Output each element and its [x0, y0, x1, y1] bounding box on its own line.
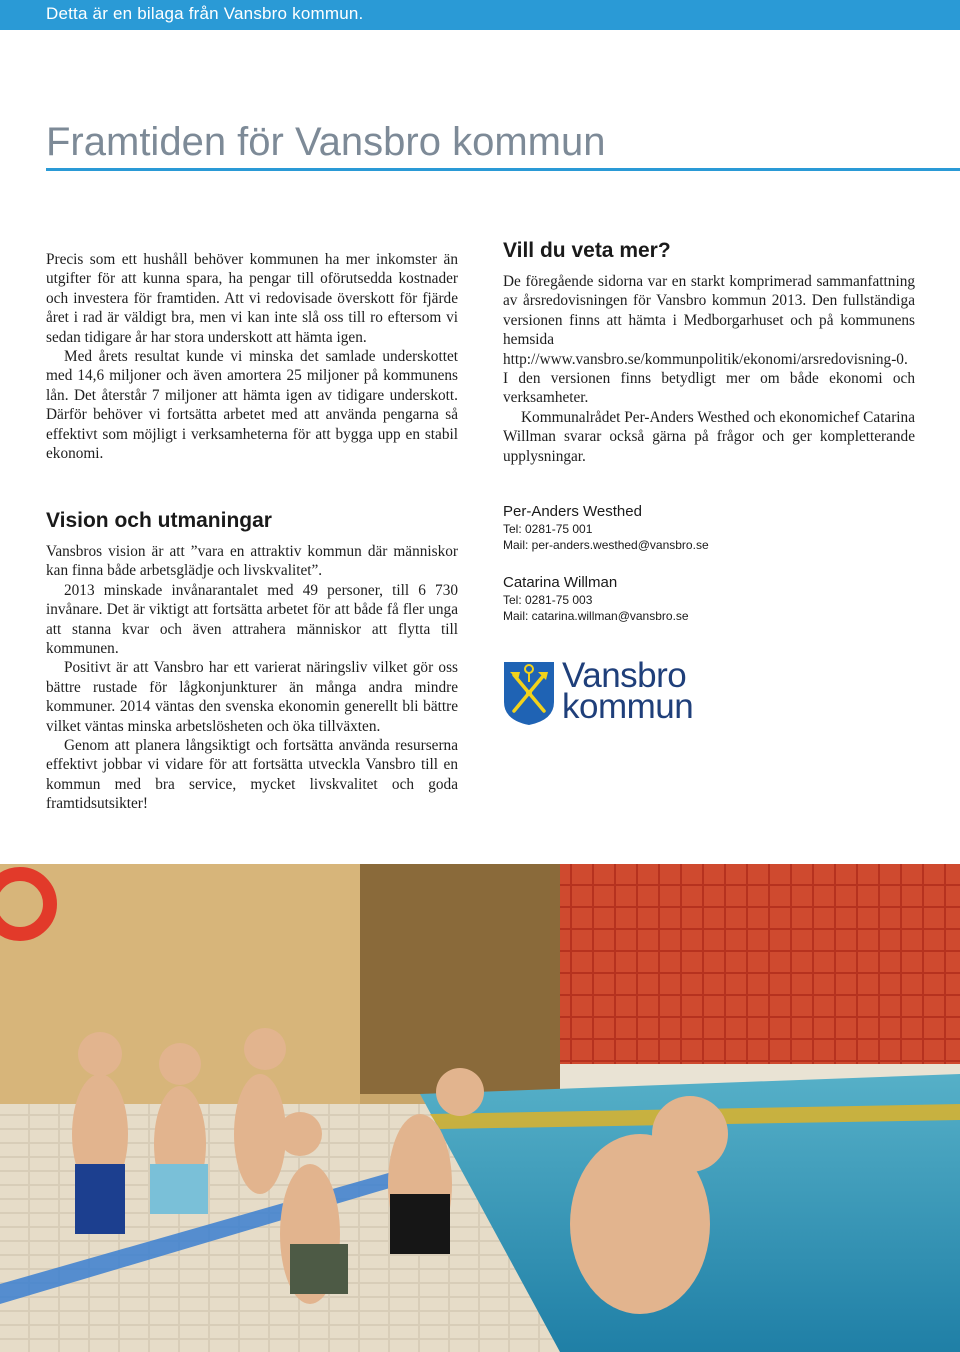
- logo-line-2: kommun: [562, 687, 694, 726]
- vision-paragraph-3: Positivt är att Vansbro har ett varierat näringsliv vilket gör oss bättre rustade för lågkonjunkturer än många andra mindre kommuner. 2014 väntas den svenska ekonomin generellt bli bättre vilket väntas minska arbetslösheten och öka tillväxten.: [46, 659, 458, 735]
- vision-paragraph-4: Genom att planera långsiktigt och fortsätta använda resurserna effektivt jobbar vi vidare för att fortsätta utveckla Vansbro till en kommun med bra service, mycket livskvalitet och goda framtidsutsikter!: [46, 737, 458, 813]
- logo-wordmark: [562, 656, 694, 726]
- contact-name: Per-Anders Westhed: [503, 503, 642, 520]
- contact-card: [503, 502, 923, 553]
- contact-card: [503, 573, 923, 624]
- vansbro-kommun-logo: [503, 656, 733, 726]
- contact-email[interactable]: Mail: catarina.willman@vansbro.se: [503, 609, 689, 623]
- more-info-paragraph-2: Kommunalrådet Per-Anders Westhed och ekonomichef Catarina Willman svarar också gärna på frågor och ger kompletterande upplysningar.: [503, 408, 915, 465]
- intro-paragraph-1: Precis som ett hushåll behöver kommunen ha mer inkomster än utgifter för att kunna spara, ha pengar till oförutsedda kostnader och investera för framtiden. Att vi redovisade överskott för fjärde året i rad är väldigt bra, men vi kan inte slå oss till ro eftersom vi sedan tidigare år har stora underskott att hämta igen.: [46, 251, 458, 346]
- vision-paragraph-1: Vansbros vision är att ”vara en attraktiv kommun där människor kan finna både arbetsglädje och livskvalitet”.: [46, 543, 458, 580]
- vision-section: [46, 508, 458, 814]
- page-title: Framtiden för Vansbro kommun: [46, 120, 606, 164]
- more-info-paragraph-1: De föregående sidorna var en starkt komprimerad sammanfattning av årsredovisningen för Vansbro kommun 2013. Den fullständiga versionen finns att hämta i Medborgarhuset och på kommunens hemsida http://www.vansbro.se/kommunpolitik/ekonomi/arsredovisning-0. I den versionen finns betydligt mer om både ekonomi och verksamheter.: [503, 273, 915, 407]
- coat-of-arms-icon: [503, 660, 555, 726]
- vision-heading: Vision och utmaningar: [46, 509, 272, 532]
- intro-paragraph-2: Med årets resultat kunde vi minska det samlade underskottet med 14,6 miljoner och även amortera 25 miljoner på kommunens lån. Det återstår 7 miljoner att hämta igen av tidigare underskott. Därför behöver vi fortsätta arbetet med att använda pengarna så effektivt som möjligt i verksamheterna för att bygga upp en stabil ekonomi.: [46, 348, 458, 463]
- banner-text: Detta är en bilaga från Vansbro kommun.: [46, 4, 364, 23]
- vision-paragraph-2: 2013 minskade invånarantalet med 49 personer, till 6 730 invånare. Det är viktigt att fortsätta arbetet för att både få fler unga att stanna kvar och även attrahera människor att flytta till kommunen.: [46, 581, 458, 658]
- contact-phone: Tel: 0281-75 003: [503, 593, 593, 607]
- logo-line-1: Vansbro: [562, 656, 687, 695]
- intro-section: [46, 250, 458, 463]
- title-divider: [46, 168, 960, 171]
- contact-email[interactable]: Mail: per-anders.westhed@vansbro.se: [503, 538, 709, 552]
- header-banner: [0, 0, 960, 30]
- swimming-pool-photo: [0, 864, 960, 1352]
- contact-phone: Tel: 0281-75 001: [503, 522, 593, 536]
- contact-name: Catarina Willman: [503, 574, 618, 591]
- more-info-section: [503, 238, 915, 466]
- more-info-heading: Vill du veta mer?: [503, 239, 671, 262]
